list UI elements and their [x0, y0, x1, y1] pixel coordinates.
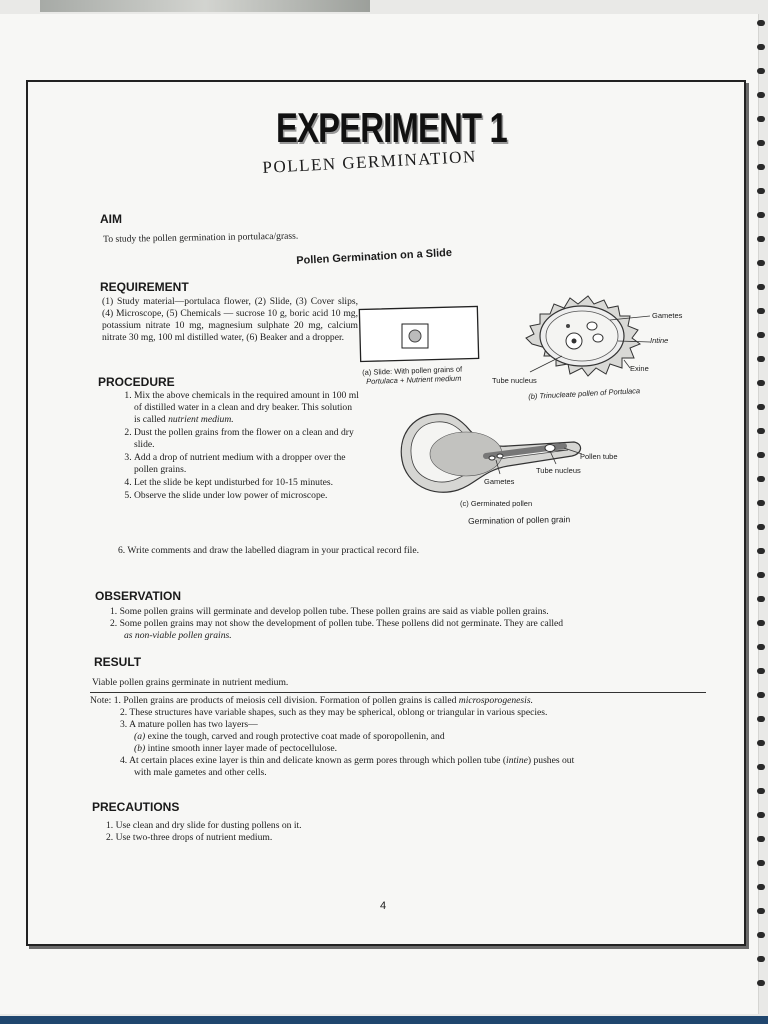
binding-ring: [757, 884, 765, 890]
observation-item-2-cont: as non-viable pollen grains.: [124, 630, 232, 641]
note-item-4: 4. At certain places exine layer is thin and delicate known as germ pores through which pollen tube (intine) pushes out: [120, 755, 575, 766]
binding-ring: [757, 980, 765, 986]
note-item-3b: (b) intine smooth inner layer made of pectocellulose.: [134, 743, 338, 754]
trinucleate-caption: (b) Trinucleate pollen of Portulaca: [528, 386, 641, 401]
binding-ring: [757, 428, 765, 434]
observation-list: [110, 606, 720, 642]
binding-ring: [757, 44, 765, 50]
top-photo-strip: [40, 0, 370, 12]
result-text: Viable pollen grains germinate in nutrient medium.: [92, 677, 289, 688]
binding-ring: [757, 476, 765, 482]
note-item-4-cont: with male gametes and other cells.: [134, 767, 267, 778]
binding-ring: [757, 836, 765, 842]
binding-ring: [757, 188, 765, 194]
procedure-step: 6. Write comments and draw the labelled diagram in your practical record file.: [118, 545, 419, 556]
label-intine: Intine: [650, 336, 669, 345]
page-number: 4: [380, 900, 387, 912]
procedure-heading: PROCEDURE: [98, 375, 175, 389]
slide-caption-1: (a) Slide: With pollen grains of: [362, 364, 463, 377]
result-heading: RESULT: [94, 655, 142, 669]
binding-ring: [757, 620, 765, 626]
binding-ring: [757, 788, 765, 794]
binding-ring: [757, 452, 765, 458]
binding-ring: [757, 716, 765, 722]
note-item-2: 2. These structures have variable shapes, such as they may be spherical, oblong or triangular in various species.: [120, 707, 548, 718]
label-gametes-bottom: Gametes: [484, 477, 515, 486]
procedure-step: 5. Observe the slide under low power of microscope.: [134, 490, 360, 502]
binding-ring: [757, 860, 765, 866]
procedure-step: 1. Mix the above chemicals in the required amount in 100 ml of distilled water in a clean and dry beaker. This solution is called nutrient medium.: [134, 390, 360, 426]
binding-ring: [757, 932, 765, 938]
binding-ring: [757, 332, 765, 338]
page-frame: [26, 80, 746, 946]
binding-ring: [757, 260, 765, 266]
slide-caption-2: Portulaca + Nutrient medium: [366, 373, 462, 386]
binding-ring: [757, 380, 765, 386]
binding-ring: [757, 668, 765, 674]
precaution-item: 2. Use two-three drops of nutrient medium.: [106, 832, 273, 843]
precautions-heading: PRECAUTIONS: [92, 800, 180, 814]
binding-ring: [757, 140, 765, 146]
binding-ring: [757, 500, 765, 506]
label-exine: Exine: [630, 364, 649, 373]
procedure-step: 3. Add a drop of nutrient medium with a dropper over the pollen grains.: [134, 452, 360, 476]
note-item-3: 3. A mature pollen has two layers—: [120, 719, 258, 730]
procedure-list: [118, 390, 360, 503]
binding-ring: [757, 548, 765, 554]
note-item-3a: (a) exine the tough, carved and rough protective coat made of sporopollenin, and: [134, 731, 445, 742]
observation-item: 2. Some pollen grains may not show the development of pollen tube. These pollens did not germinate. They are called: [110, 618, 564, 629]
binding-ring: [757, 692, 765, 698]
requirement-heading: REQUIREMENT: [100, 280, 189, 294]
bottom-band: [0, 1016, 768, 1024]
germination-caption: Germination of pollen grain: [468, 514, 571, 526]
binding-ring: [757, 812, 765, 818]
binding-ring: [757, 212, 765, 218]
binding-ring: [757, 20, 765, 26]
precautions-list: [106, 820, 506, 844]
binding-ring: [757, 404, 765, 410]
binding-ring: [757, 92, 765, 98]
observation-item: 1. Some pollen grains will germinate and develop pollen tube. These pollen grains are said as viable pollen grains.: [110, 606, 549, 617]
binding-ring: [757, 740, 765, 746]
binding-ring: [757, 596, 765, 602]
label-tube-nucleus-right: Tube nucleus: [536, 466, 581, 475]
experiment-subtitle: POLLEN GERMINATION: [262, 146, 478, 177]
binding-ring: [757, 644, 765, 650]
aim-text: To study the pollen germination in portulaca/grass.: [103, 230, 299, 245]
binding-ring: [757, 284, 765, 290]
procedure-step: 2. Dust the pollen grains from the flower on a clean and dry slide.: [134, 427, 360, 451]
binding-ring: [757, 164, 765, 170]
germinated-pollen-diagram: [396, 408, 596, 500]
precaution-item: 1. Use clean and dry slide for dusting pollens on it.: [106, 820, 302, 831]
binding-ring: [757, 308, 765, 314]
germinated-caption: (c) Germinated pollen: [460, 499, 533, 508]
binding-ring: [757, 908, 765, 914]
binding-ring: [757, 236, 765, 242]
observation-heading: OBSERVATION: [95, 589, 182, 603]
slide-diagram: [358, 304, 482, 366]
requirement-text: (1) Study material—portulaca flower, (2) Slide, (3) Cover slips, (4) Microscope, (5) Chemicals — sucrose 10 g, boric acid 10 mg, potassium nitrate 10 mg, magnesium sulphate 20 mg, calcium nitrate 30 mg, 100 ml distilled water, (6) Beaker and a dropper.: [102, 296, 358, 343]
binding-ring: [757, 116, 765, 122]
result-rule: [90, 692, 706, 693]
binding-ring: [757, 956, 765, 962]
aim-heading: AIM: [100, 212, 122, 226]
note-block: [90, 695, 720, 779]
spiral-binding: [752, 10, 768, 1010]
label-tube-nucleus-left: Tube nucleus: [492, 376, 537, 385]
figure-title: Pollen Germination on a Slide: [296, 246, 453, 267]
experiment-title: EXPERIMENT 1: [276, 104, 507, 151]
binding-ring: [757, 764, 765, 770]
procedure-step: 4. Let the slide be kept undisturbed for 10-15 minutes.: [134, 477, 360, 489]
binding-ring: [757, 524, 765, 530]
binding-ring: [757, 68, 765, 74]
binding-ring: [757, 356, 765, 362]
label-gametes-top: Gametes: [652, 311, 683, 320]
note-item-1: Note: 1. Pollen grains are products of meiosis cell division. Formation of pollen grains is called microsporogenesis.: [90, 695, 533, 706]
binding-ring: [757, 572, 765, 578]
label-pollen-tube: Pollen tube: [580, 452, 618, 461]
